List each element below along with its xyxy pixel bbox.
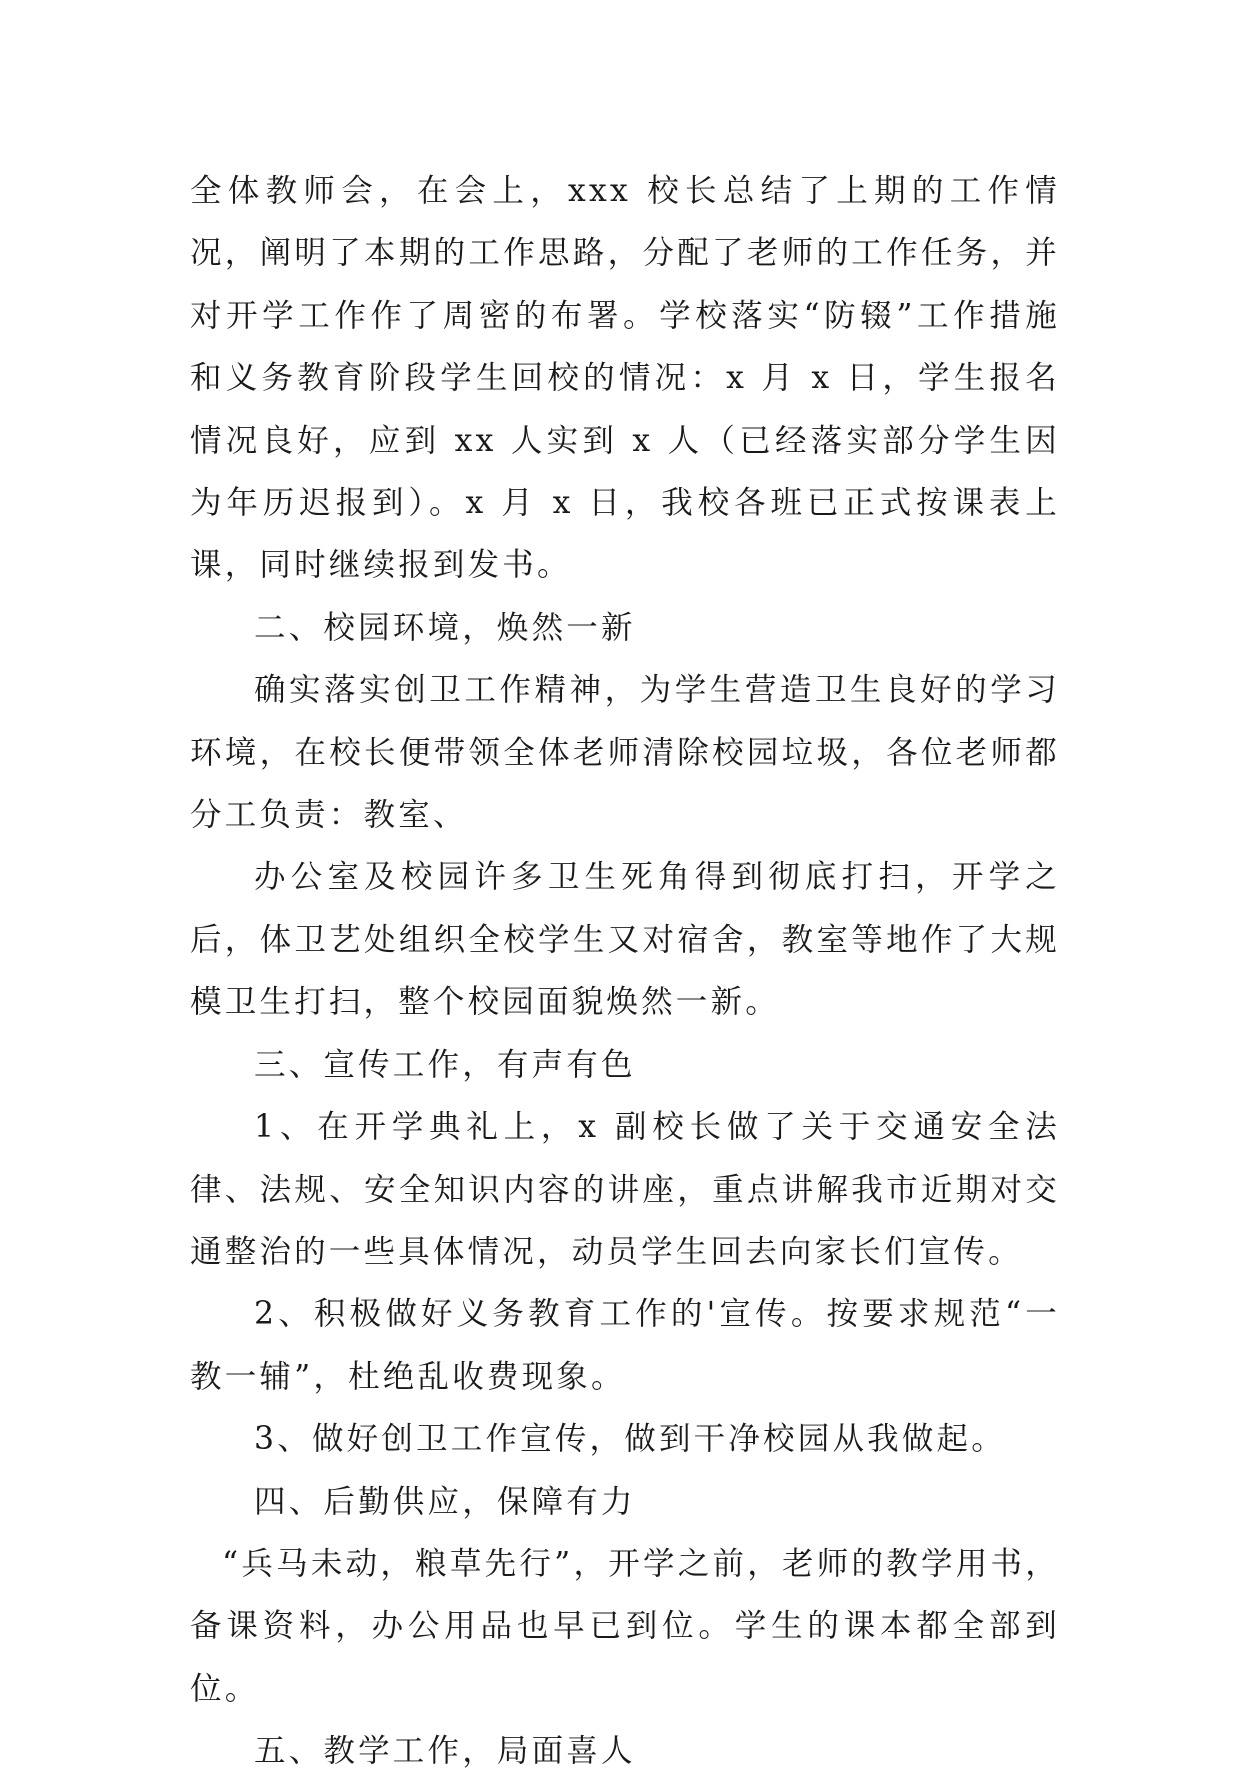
document-body: [190, 160, 1060, 1783]
heading-publicity-work: 三、宣传工作，有声有色: [254, 1046, 636, 1083]
heading-logistics: 四、后勤供应，保障有力: [254, 1483, 636, 1520]
paragraph-traffic-safety: 1、在开学典礼上，x 副校长做了关于交通安全法律、法规、安全知识内容的讲座，重点讲解我市近期对交通整治的一些具体情况，动员学生回去向家长们宣传。: [190, 1109, 1060, 1270]
paragraph-cleaning: 办公室及校园许多卫生死角得到彻底打扫，开学之后，体卫艺处组织全校学生又对宿舍，教室等地作了大规模卫生打扫，整个校园面貌焕然一新。: [190, 859, 1060, 1021]
paragraph-supplies: “兵马未动，粮草先行”，开学之前，老师的教学用书，备课资料，办公用品也早已到位。学生的课本都全部到位。: [190, 1545, 1060, 1707]
paragraph-enrollment: 全体教师会，在会上，xxx 校长总结了上期的工作情况，阐明了本期的工作思路，分配了老师的工作任务，并对开学工作作了周密的布署。学校落实“防辍”工作措施和义务教育阶段学生回校的情况：x 月 x 日，学生报名情况良好，应到 xx 人实到 x 人（已经落实部分学生因为年历迟报到）。x 月 x 日，我校各班已正式按课表上课，同时继续报到发书。: [190, 173, 1060, 584]
paragraph-hygiene-work: 确实落实创卫工作精神，为学生营造卫生良好的学习环境，在校长便带领全体老师清除校园垃圾，各位老师都分工负责：教室、: [190, 672, 1060, 834]
heading-teaching-work: 五、教学工作，局面喜人: [254, 1733, 636, 1770]
heading-campus-environment: 二、校园环境，焕然一新: [254, 609, 636, 646]
paragraph-hygiene-publicity: 3、做好创卫工作宣传，做到干净校园从我做起。: [254, 1421, 1006, 1458]
paragraph-compulsory-education: 2、积极做好义务教育工作的'宣传。按要求规范“一教一辅”，杜绝乱收费现象。: [190, 1296, 1060, 1395]
